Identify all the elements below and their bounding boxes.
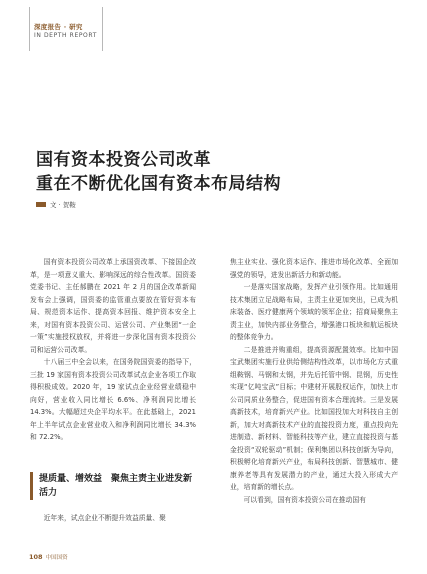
section-heading bbox=[30, 472, 200, 500]
title-line-2: 重在不断优化国有资本布局结构 bbox=[36, 174, 281, 194]
paragraph: 二是推进并购重组，提高资源配置效率。比如中国宝武集团实施行业供给侧结构性改革，以市场化方式重组鞍钢、马钢和太钢，并先后托管中钢、昆钢，历史性实现“亿吨宝武”目标；中建材开展股权运作，加快上市公司同质业务整合，促进国有资本合理流转。三是发展高新技术，培育新兴产业。比如国投加大对科技自主创新，加大对高新技术产业的直接投资力度，重点投向先进制造、新材料、智能科技等产业，建立直接投资与基金投资“双轮驱动”机制；保利集团以科技创新为导向，积极孵化培育新兴产业，布局科技创新、智慧城市、健康养老等具有发展潜力的产业，通过大投入形成大产业，培育新的增长点。 bbox=[230, 345, 398, 491]
section-label-en: IN DEPTH REPORT bbox=[34, 32, 97, 39]
byline bbox=[36, 200, 76, 209]
title-line-1: 国有资本投资公司改革 bbox=[36, 150, 211, 170]
paragraph: 可以看到，国有资本投资公司在推动国有 bbox=[243, 495, 366, 504]
paragraph: 一是落实国家战略，发挥产业引领作用。比如通用技术集团立足战略布局，主责主业更加突出，已成为机床装备、医疗健康两个领域的领军企业；招商局聚焦主责主业，加快内部业务整合，增强港口板块和航运板块的整体竞争力。 bbox=[230, 283, 398, 341]
paragraph: 国有资本投资公司改革上承国资改革、下接国企改革，是一项意义重大、影响深远的综合性改革。国资委党委书记、主任郝鹏在 2021 年 2 月的国企改革新闻发布会上强调，国资委的监管重点要放在管好资本布局、规范资本运作、提高资本回报、维护资本安全上来，对国有资本投资公司、运营公司、产业集团“一企一策”实施授权放权，并将进一步深化国有资本投资公司和运营公司改革。 bbox=[30, 258, 196, 354]
section-heading-text: 提质量、增效益 聚焦主责主业进发新活力 bbox=[39, 474, 193, 498]
paragraph: 焦主业实业、强化资本运作、推进市场化改革、全面加强党的领导，进发出新活力和新动能。 bbox=[230, 258, 398, 279]
magazine-name: 中国国资 bbox=[45, 555, 68, 561]
left-column-continued bbox=[30, 512, 196, 525]
section-label: 深度报告 · 研究 bbox=[34, 23, 83, 31]
page-footer bbox=[29, 553, 68, 561]
article-title bbox=[36, 148, 396, 196]
left-column bbox=[30, 256, 196, 444]
byline-marker bbox=[36, 202, 46, 207]
author: 文 · 贺鞍 bbox=[50, 201, 76, 209]
paragraph: 十八届三中全会以来，在国务院国资委的指导下，三批 19 家国有资本投资公司改革试点企业各项工作取得积极成效。2020 年，19 家试点企业经营业绩稳中向好，营业收入同比增长 6.6%、净利润同比增长 14.3%。大幅超过央企平均水平。在此基础上，2021 年上半年试点企业营业收入和净利润同比增长 34.3% 和 72.2%。 bbox=[30, 358, 196, 441]
page-number: 108 bbox=[29, 553, 43, 561]
paragraph: 近年来，试点企业不断提升效益质量、聚 bbox=[43, 514, 166, 522]
right-column bbox=[230, 256, 398, 506]
